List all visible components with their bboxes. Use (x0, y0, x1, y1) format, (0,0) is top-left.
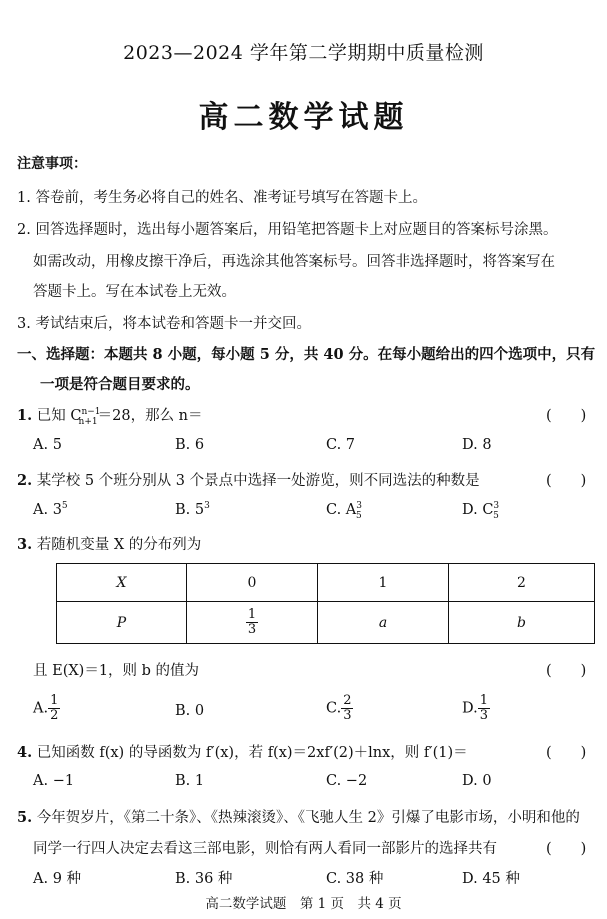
option-a: A. 9 种 (33, 871, 82, 887)
table-cell: 0 (187, 564, 318, 602)
option-c: C. $A^3_5$ (326, 501, 363, 521)
option-d: D. 45 种 (462, 871, 520, 887)
table-cell: 1 (318, 564, 449, 602)
section-heading: 一、选择题：本题共 8 小题，每小题 5 分，共 40 分。在每小题给出的四个选项中，只有 (17, 346, 596, 363)
answer-paren: ( ) (546, 663, 587, 679)
option-c: C. −2 (326, 773, 368, 789)
question-1: 1. 已知 $C^{n-1}_{n+1}=28$，那么 n＝ (17, 407, 203, 427)
answer-paren: ( ) (546, 745, 587, 761)
notice-item-2-cont-2: 答题卡上。写在本试卷上无效。 (33, 284, 236, 300)
option-c: C. 7 (326, 437, 356, 453)
table-cell: $\frac{1}{3}$ (187, 602, 318, 644)
table-cell: 2 (449, 564, 595, 602)
question-3: 3. 若随机变量 X 的分布列为 (17, 536, 202, 553)
exam-header: 2023—2024 学年第二学期期中质量检测 (123, 42, 484, 64)
option-d: D. $C^3_5$ (462, 501, 500, 521)
answer-paren: ( ) (546, 841, 587, 857)
answer-paren: ( ) (546, 408, 587, 424)
option-d: D. $\frac{1}{3}$ (462, 693, 488, 723)
option-c: C. 38 种 (326, 871, 384, 887)
option-b: B. 36 种 (175, 871, 233, 887)
question-number: 1. (17, 407, 33, 424)
option-b: B. 6 (175, 437, 205, 453)
notice-item-2-cont-1: 如需改动，用橡皮擦干净后，再选涂其他答案标号。回答非选择题时，将答案写在 (33, 254, 555, 270)
question-2: 2. 某学校 5 个班分别从 3 个景点中选择一处游览，则不同选法的种数是 (17, 472, 480, 489)
option-d: D. 8 (462, 437, 492, 453)
option-a: A. $3^5$ (33, 501, 68, 518)
notice-item-1: 1. 答卷前，考生务必将自己的姓名、准考证号填写在答题卡上。 (17, 190, 427, 206)
option-d: D. 0 (462, 773, 492, 789)
notice-item-3: 3. 考试结束后，将本试卷和答题卡一并交回。 (17, 316, 311, 332)
option-a: A. −1 (33, 773, 75, 789)
page-footer: 高二数学试题 第 1 页 共 4 页 (205, 896, 402, 912)
question-4: 4. 已知函数 f(x) 的导函数为 f′(x)，若 f(x)＝2xf′(2)＋lnx，则 f′(1)＝ (17, 744, 468, 761)
section-heading-cont: 一项是符合题目要求的。 (40, 376, 200, 393)
option-b: B. $5^3$ (175, 501, 210, 518)
table-cell: a (318, 602, 449, 644)
notice-heading: 注意事项： (17, 156, 87, 172)
table-cell: P (57, 602, 187, 644)
option-a: A. 5 (33, 437, 62, 453)
option-c: C. $\frac{2}{3}$ (326, 693, 352, 723)
distribution-table (56, 563, 595, 644)
option-b: B. 1 (175, 773, 205, 789)
table-cell: b (449, 602, 595, 644)
table-cell: X (57, 564, 187, 602)
option-b: B. 0 (175, 703, 205, 719)
notice-item-2: 2. 回答选择题时，选出每小题答案后，用铅笔把答题卡上对应题目的答案标号涂黑。 (17, 222, 558, 238)
page-title: 高二数学试题 (198, 100, 409, 135)
question-5: 5. 今年贺岁片，《第二十条》、《热辣滚烫》、《飞驰人生 2》引爆了电影市场，小明和他的 (17, 809, 580, 826)
question-5-cont: 同学一行四人决定去看这三部电影，则恰有两人看同一部影片的选择共有 (33, 841, 497, 857)
answer-paren: ( ) (546, 473, 587, 489)
question-3-condition: 且 E(X)＝1，则 b 的值为 (33, 663, 200, 679)
option-a: A. $\frac{1}{2}$ (33, 693, 59, 723)
